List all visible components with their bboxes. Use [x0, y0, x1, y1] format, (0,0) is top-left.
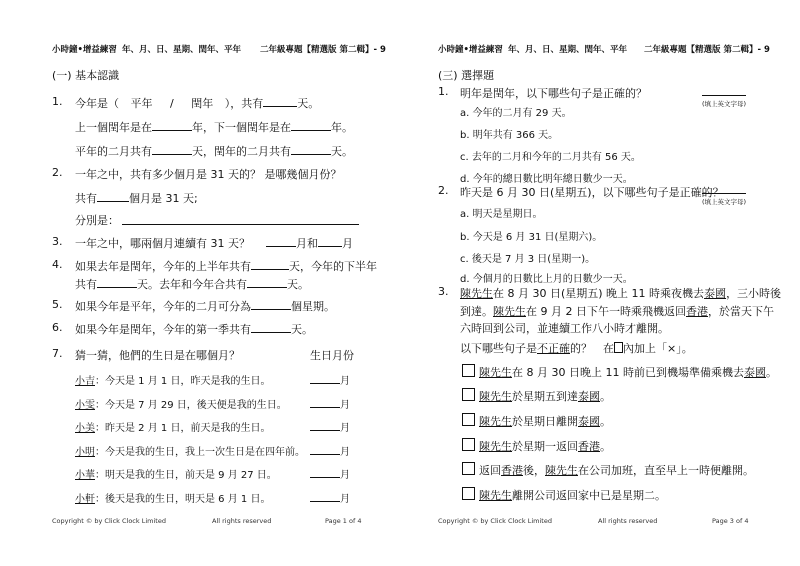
- q2-number: 2.: [52, 166, 63, 179]
- footer-rights: All rights reserved: [212, 517, 272, 525]
- q7-row-name: 小軒: [75, 494, 95, 505]
- q3-choice-checkbox[interactable]: [462, 487, 475, 500]
- q2-a-pre: 共有: [75, 192, 97, 205]
- q2-line-a: [75, 190, 198, 206]
- q3-place-thailand: 泰國: [704, 287, 727, 300]
- q7-row-answer-blank[interactable]: [310, 372, 340, 384]
- q4-a-mid: 天，今年的下半年: [289, 260, 377, 273]
- q3-choice: [462, 462, 754, 478]
- q1-option-leap-year[interactable]: 閏年: [191, 97, 214, 110]
- q3-choice-checkbox[interactable]: [462, 438, 475, 451]
- q3-choice-text: 後，: [523, 464, 545, 477]
- q5-line: [75, 298, 335, 314]
- checkbox-icon: [614, 342, 623, 353]
- q1-a-unit: 天。: [297, 97, 320, 110]
- q3-answer: [266, 235, 353, 251]
- q1-number: 1.: [52, 95, 63, 108]
- q4-number: 4.: [52, 258, 63, 271]
- q1-b-mid: 年，下一個閏年是在: [192, 121, 291, 134]
- q3-text: ，三小時後: [726, 287, 782, 300]
- q2-option: a. 明天是星期日。: [460, 209, 543, 220]
- q1-option-common-year[interactable]: 平年: [130, 97, 153, 110]
- q3-choice-text: 在公司加班，直至早上一時便離開。: [578, 464, 754, 477]
- q3-number: 3.: [438, 285, 449, 298]
- footer-copyright: Copyright © by Click Clock Limited: [52, 517, 166, 525]
- footer-page-number: Page 1 of 4: [325, 517, 362, 525]
- q3-text: ，於當天下午: [707, 305, 774, 318]
- q3-name-chan: 陳先生: [479, 415, 512, 428]
- q3-place-hong-kong: 香港: [578, 440, 600, 453]
- q3-number: 3.: [52, 235, 63, 248]
- q1-c-answer-blank-2[interactable]: [291, 143, 331, 155]
- q7-row: [75, 443, 305, 458]
- q1-a-post: ），共有: [224, 97, 264, 110]
- q7-row-answer: [310, 372, 350, 387]
- q4-a-answer-blank[interactable]: [251, 258, 289, 270]
- q7-row-answer-blank[interactable]: [310, 443, 340, 455]
- q7-row-name: 小明: [75, 447, 95, 458]
- q3-place-hong-kong: 香港: [501, 464, 523, 477]
- q3-name-chan: 陳先生: [545, 464, 578, 477]
- q7-row-unit: 月: [340, 400, 350, 411]
- q6-number: 6.: [52, 321, 63, 334]
- q4-b-mid: 天。去年和今年合共有: [137, 278, 247, 291]
- q1-a-pre: 今年是（: [75, 97, 119, 110]
- q2-answer-line[interactable]: [702, 193, 746, 194]
- q6-unit: 天。: [291, 323, 313, 336]
- q3-choice-checkbox[interactable]: [462, 388, 475, 401]
- q2-text: 一年之中，共有多少個月是 31 天的？ 是哪幾個月份？: [75, 168, 342, 181]
- q3-unit: 月: [342, 237, 353, 250]
- q1-c-pre: 平年的二月共有: [75, 145, 152, 158]
- q5-answer-blank[interactable]: [251, 298, 291, 310]
- q3-place-thailand: 泰國: [578, 390, 600, 403]
- q7-row-unit: 月: [340, 494, 350, 505]
- q3-name-chan: 陳先生: [479, 489, 512, 502]
- q7-row-answer-blank[interactable]: [310, 396, 340, 408]
- q4-line-a: [75, 258, 377, 274]
- q3-choice: [462, 364, 777, 380]
- q3-choice-checkbox[interactable]: [462, 413, 475, 426]
- q7-row-text: ：後天是我的生日，明天是 6 月 1 日。: [95, 494, 271, 505]
- q7-text: 猜一猜，他們的生日是在哪個月？: [75, 349, 240, 362]
- q1-c-mid: 天，閏年的二月共有: [192, 145, 291, 158]
- q1-line-c: [75, 143, 353, 159]
- q5-unit: 個星期。: [291, 300, 335, 313]
- q2-number: 2.: [438, 184, 449, 197]
- q3-text: 一年之中，哪兩個月連續有 31 天？: [75, 237, 250, 250]
- q2-option: d. 今個月的日數比上月的日數少一天。: [460, 274, 633, 285]
- q7-row: [75, 490, 270, 505]
- q7-row: [75, 466, 277, 481]
- q3-instruction-text: 內加上「×」。: [623, 342, 693, 355]
- q1-line-a: [75, 95, 319, 111]
- q3-choice-text: 於星期日離開: [512, 415, 578, 428]
- q7-row-answer: [310, 419, 350, 434]
- q4-b-pre: 共有: [75, 278, 97, 291]
- header-brand: 小時鐘•增益練習: [438, 45, 503, 55]
- q3-name-chan: 陳先生: [460, 287, 493, 300]
- q4-b-answer-blank-1[interactable]: [97, 276, 137, 288]
- q3-place-thailand: 泰國: [578, 415, 600, 428]
- q7-row-name: 小雯: [75, 400, 95, 411]
- q3-text: 在 8 月 30 日(星期五) 晚上 11 時乘夜機去: [493, 287, 705, 300]
- q3-choice: [462, 487, 666, 503]
- q1-hint: (填上英文字母): [702, 100, 747, 108]
- q2-option: c. 後天是 7 月 3 日(星期一)。: [460, 254, 596, 265]
- q3-answer-blank-2[interactable]: [318, 235, 342, 247]
- q7-row-answer-blank[interactable]: [310, 490, 340, 502]
- q4-a-pre: 如果去年是閏年，今年的上半年共有: [75, 260, 251, 273]
- q2-b-answer-line[interactable]: [122, 224, 359, 225]
- q3-line-1: [460, 285, 781, 301]
- q7-row-unit: 月: [340, 470, 350, 481]
- q3-instruction-text: 以下哪些句子是: [460, 342, 537, 355]
- q3-choice-text: 離開公司返回家中已是星期二。: [512, 489, 666, 502]
- q3-name-chan: 陳先生: [493, 305, 526, 318]
- q3-choice-text: 於星期一返回: [512, 440, 578, 453]
- q1-option: d. 今年的總日數比明年總日數少一天。: [460, 174, 633, 185]
- q3-instruction-emphasis: 不正確: [537, 342, 570, 355]
- q1-line-b: [75, 119, 353, 135]
- q3-choice-text: 在 8 月 30 日晚上 11 時前已到機場準備乘機去: [512, 366, 744, 379]
- q7-row-text: ：昨天是 2 月 1 日，前天是我的生日。: [95, 423, 271, 434]
- q3-mid: 月和: [296, 237, 318, 250]
- q2-b-label: 分別是：: [75, 214, 119, 227]
- q7-row-answer: [310, 466, 350, 481]
- q5-number: 5.: [52, 298, 63, 311]
- q7-row-unit: 月: [340, 423, 350, 434]
- q3-choice-text: 。: [600, 415, 611, 428]
- q1-number: 1.: [438, 85, 449, 98]
- worksheet-page-right: [400, 0, 800, 566]
- header-series: 二年級專題【精選版 第二輯】- 9: [644, 45, 770, 55]
- q6-pre: 如果今年是閏年，今年的第一季共有: [75, 323, 251, 336]
- q1-option: b. 明年共有 366 天。: [460, 130, 559, 141]
- q4-line-b: [75, 276, 309, 292]
- q6-answer-blank[interactable]: [251, 321, 291, 333]
- q1-b-pre: 上一個閏年是在: [75, 121, 152, 134]
- q2-text: 昨天是 6 月 30 日(星期五)，以下哪些句子是正確的？: [460, 186, 724, 199]
- q7-row-unit: 月: [340, 447, 350, 458]
- header-topic: 年、月、日、星期、閏年、平年: [508, 45, 628, 55]
- q7-row: [75, 419, 270, 434]
- q3-choice-text: 。: [600, 390, 611, 403]
- q7-row-text: ：今天是 1 月 1 日，昨天是我的生日。: [95, 376, 271, 387]
- q7-row: [75, 396, 287, 411]
- header-brand: 小時鐘•增益練習: [52, 45, 117, 55]
- q7-row-answer: [310, 443, 350, 458]
- q7-row-answer-blank[interactable]: [310, 466, 340, 478]
- q3-choice-text: 於星期五到達: [512, 390, 578, 403]
- footer-rights: All rights reserved: [598, 517, 658, 525]
- q1-b-unit: 年。: [331, 121, 353, 134]
- q1-c-answer-blank-1[interactable]: [152, 143, 192, 155]
- q7-row-answer: [310, 396, 350, 411]
- q1-a-answer-blank[interactable]: [263, 95, 297, 107]
- q3-name-chan: 陳先生: [479, 440, 512, 453]
- q3-choice: [462, 388, 611, 404]
- q3-instruction-text: 的？ 在: [570, 342, 614, 355]
- q3-text: 到達。: [460, 305, 493, 318]
- q3-line-3: 六時回到公司，並連續工作八小時才離開。: [460, 322, 669, 335]
- q3-place-hong-kong: 香港: [685, 305, 708, 318]
- q7-row-name: 小吉: [75, 376, 95, 387]
- q7-row-unit: 月: [340, 376, 350, 387]
- q1-slash: /: [170, 97, 174, 110]
- q7-row-name: 小美: [75, 423, 95, 434]
- q4-b-answer-blank-2[interactable]: [247, 276, 287, 288]
- q3-choice-text: 返回: [479, 464, 501, 477]
- q3-name-chan: 陳先生: [479, 390, 512, 403]
- header-topic: 年、月、日、星期、閏年、平年: [122, 45, 242, 55]
- q3-place-thailand: 泰國: [743, 366, 766, 379]
- q4-b-unit: 天。: [287, 278, 309, 291]
- q7-row-text: ：今天是 7 月 29 日，後天便是我的生日。: [95, 400, 287, 411]
- q1-text: 明年是閏年，以下哪些句子是正確的？: [460, 87, 647, 100]
- q7-row: [75, 372, 270, 387]
- section-title: (一) 基本認識: [52, 69, 120, 82]
- q2-a-unit: 個月是 31 天;: [129, 192, 198, 205]
- q1-b-answer-blank-1[interactable]: [152, 119, 192, 131]
- q3-line-2: [460, 303, 774, 319]
- q1-option: a. 今年的二月有 29 天。: [460, 108, 572, 119]
- q7-row-answer-blank[interactable]: [310, 419, 340, 431]
- q1-b-answer-blank-2[interactable]: [291, 119, 331, 131]
- q1-c-unit: 天。: [331, 145, 353, 158]
- q1-option: c. 去年的二月和今年的二月共有 56 天。: [460, 152, 641, 163]
- q3-choice: [462, 413, 611, 429]
- q1-answer-line[interactable]: [702, 95, 746, 96]
- q7-row-name: 小華: [75, 470, 95, 481]
- footer-copyright: Copyright © by Click Clock Limited: [438, 517, 552, 525]
- q7-number: 7.: [52, 347, 63, 360]
- q3-name-chan: 陳先生: [479, 366, 512, 379]
- q6-line: [75, 321, 313, 337]
- q5-pre: 如果今年是平年，今年的二月可分為: [75, 300, 251, 313]
- q3-choice-text: 。: [600, 440, 611, 453]
- q3-answer-blank-1[interactable]: [266, 235, 296, 247]
- q2-option: b. 今天是 6 月 31 日(星期六)。: [460, 232, 603, 243]
- q7-row-text: ：今天是我的生日，我上一次生日是在四年前。: [95, 447, 305, 458]
- q3-instruction: [460, 340, 693, 356]
- q3-choice: [462, 438, 611, 454]
- header-series: 二年級專題【精選版 第二輯】- 9: [260, 45, 386, 55]
- q3-choice-checkbox[interactable]: [462, 462, 475, 475]
- q3-choice-text: 。: [765, 366, 777, 379]
- q7-row-answer: [310, 490, 350, 505]
- q3-text: 在 9 月 2 日下午一時乘飛機返回: [526, 305, 686, 318]
- q7-row-text: ：明天是我的生日，前天是 9 月 27 日。: [95, 470, 277, 481]
- footer-page-number: Page 3 of 4: [712, 517, 749, 525]
- q3-choice-checkbox[interactable]: [462, 364, 475, 377]
- q2-a-answer-blank[interactable]: [97, 190, 129, 202]
- section-title: (三) 選擇題: [438, 69, 495, 82]
- q2-hint: (填上英文字母): [702, 198, 747, 206]
- q7-column-header: 生日月份: [310, 349, 354, 362]
